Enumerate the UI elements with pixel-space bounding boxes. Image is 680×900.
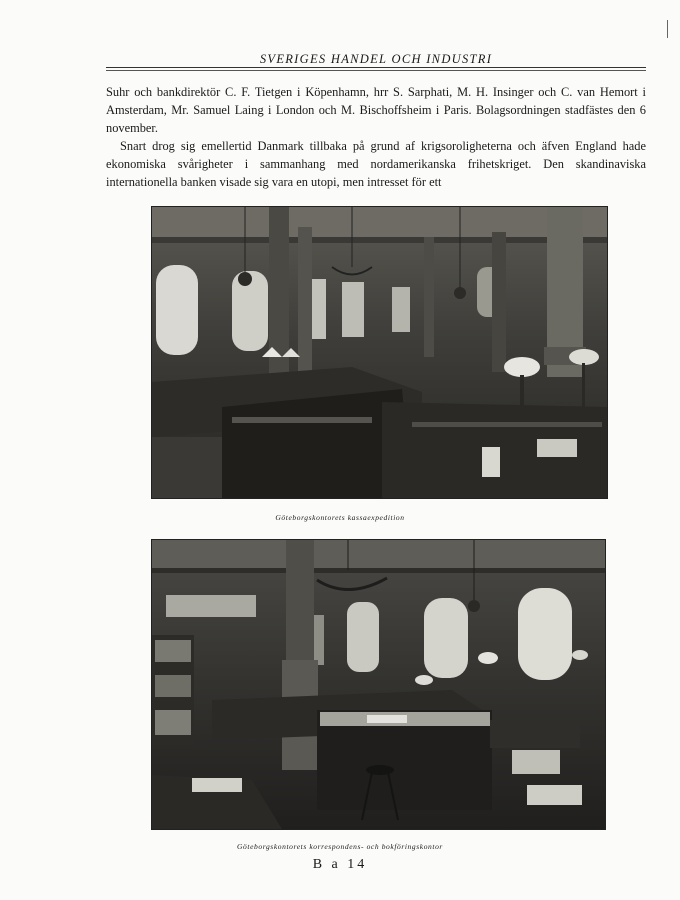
caption-photo-1: Göteborgskontorets kassaexpedition [275,513,405,522]
body-text [106,83,646,191]
paragraph-2: Snart drog sig emellertid Danmark tillbaka på grund af krigsoroligheterna och äfven England hade ekonomiska svårigheter i sammanhang med nordamerikanska frihetskriget. Den skandinaviska internationella banken visade sig vara en utopi, men intresset för ett [106,139,646,189]
photo-cash-office [151,206,608,499]
photo-correspondence-office-image [152,540,605,829]
page-number: B a 14 [312,857,368,872]
page-edge-mark [667,20,668,38]
running-header: SVERIGES HANDEL OCH INDUSTRI [259,52,493,66]
header-rule [106,67,646,68]
photo-correspondence-office [151,539,606,830]
caption-photo-2: Göteborgskontorets korrespondens- och bokföringskontor [237,842,443,851]
photo-cash-office-image [152,207,607,498]
header-rule-double [106,70,646,71]
paragraph-1: Suhr och bankdirektör C. F. Tietgen i Köpenhamn, hrr S. Sarphati, M. H. Insinger och C. van Hemort i Amsterdam, Mr. Samuel Laing i London och M. Bischoffsheim i Paris. Bolagsordningen stadfästes den 6 november. [106,85,646,135]
